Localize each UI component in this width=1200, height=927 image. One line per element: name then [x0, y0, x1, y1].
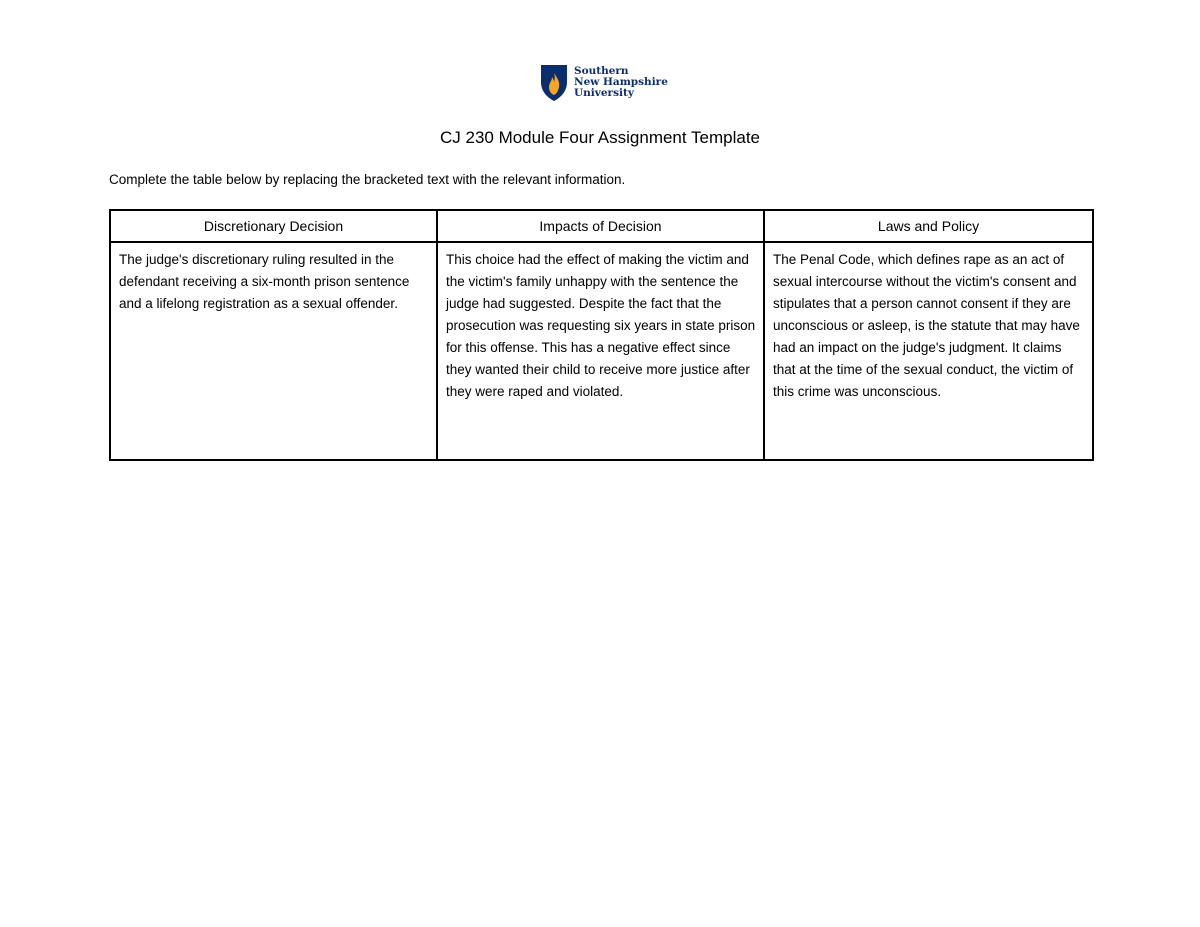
logo-line-3: University	[574, 87, 634, 99]
logo-line-1: Southern	[574, 65, 629, 77]
flame-shield-icon	[540, 64, 568, 102]
instructions-text: Complete the table below by replacing the bracketed text with the relevant information.	[109, 172, 626, 187]
assignment-table	[109, 209, 1094, 461]
header-discretionary-decision: Discretionary Decision	[110, 210, 437, 242]
table-row	[110, 242, 1093, 460]
logo-line-2: New Hampshire	[574, 76, 668, 88]
header-impacts-of-decision: Impacts of Decision	[437, 210, 764, 242]
cell-impacts-of-decision[interactable]: This choice had the effect of making the victim and the victim's family unhappy with the sentence the judge had suggested. Despite the fact that the prosecution was requesting six years in state prison for this offense. This has a negative effect since they wanted their child to receive more justice after they were raped and violated.	[437, 242, 764, 460]
cell-discretionary-decision[interactable]: The judge's discretionary ruling resulted in the defendant receiving a six-month prison sentence and a lifelong registration as a sexual offender.	[110, 242, 437, 460]
university-logo	[540, 64, 668, 102]
table-header-row	[110, 210, 1093, 242]
page-title: CJ 230 Module Four Assignment Template	[439, 128, 761, 147]
logo-wordmark	[574, 64, 668, 99]
cell-laws-and-policy[interactable]: The Penal Code, which defines rape as an act of sexual intercourse without the victim's consent and stipulates that a person cannot consent if they are unconscious or asleep, is the statute that may have had an impact on the judge's judgment. It claims that at the time of the sexual conduct, the victim of this crime was unconscious.	[764, 242, 1093, 460]
header-laws-and-policy: Laws and Policy	[764, 210, 1093, 242]
